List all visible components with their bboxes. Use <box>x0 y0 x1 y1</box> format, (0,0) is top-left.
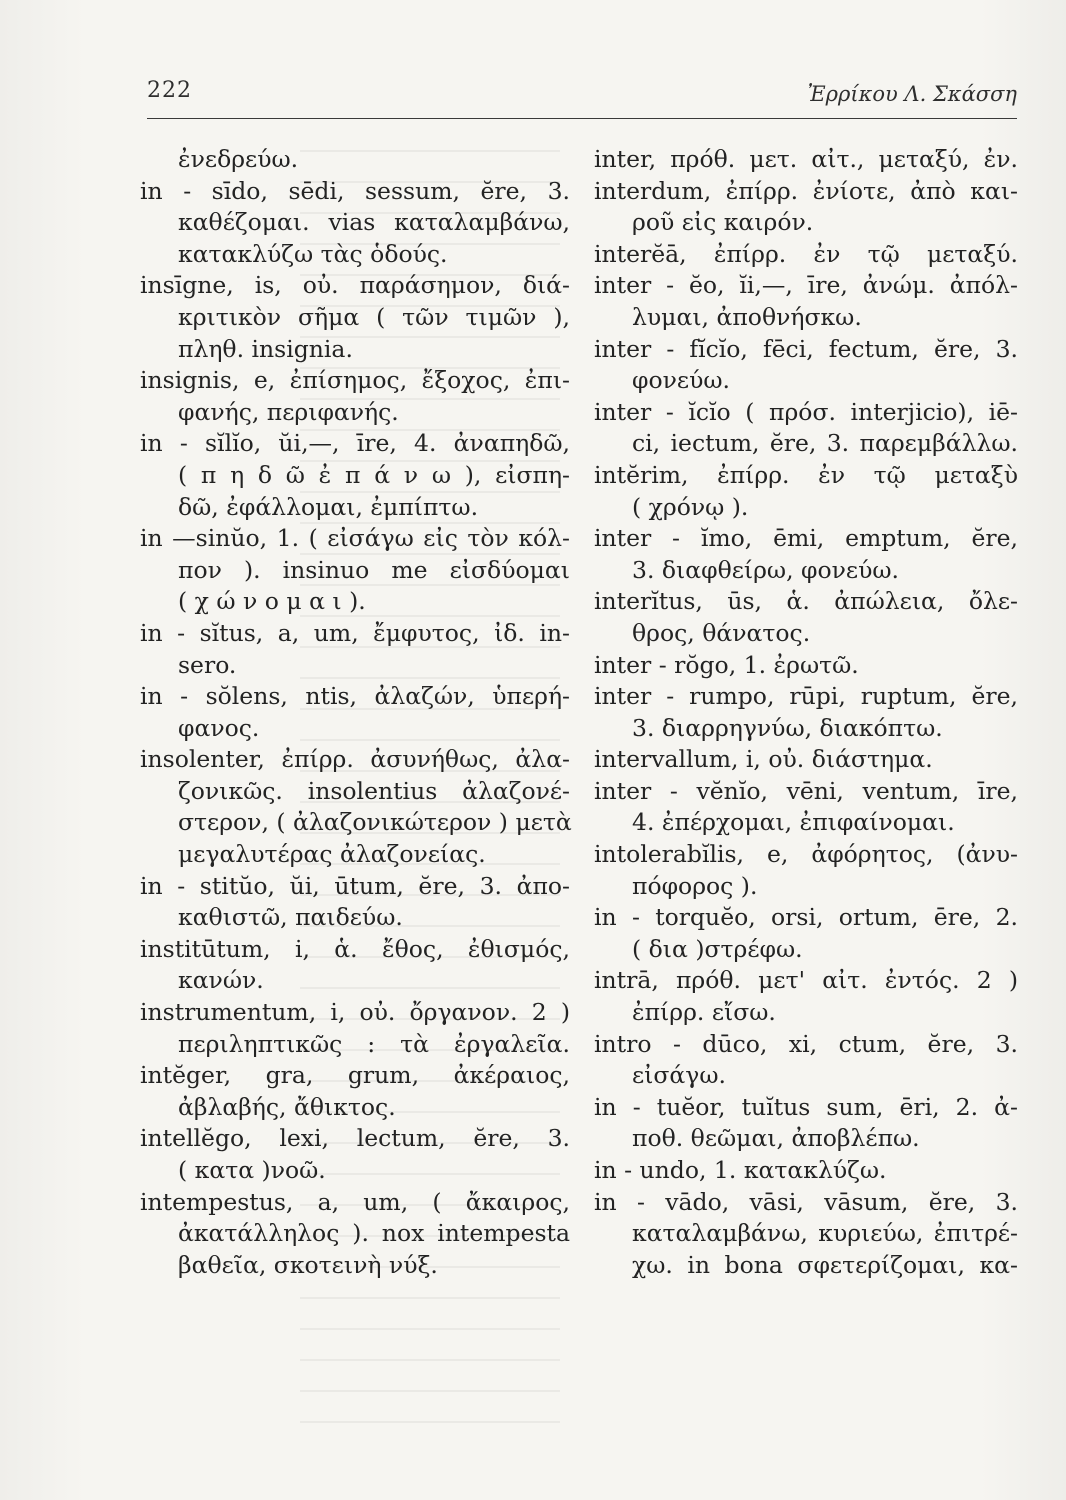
dictionary-line: intempestus, a, um, ( ἄκαιρος, <box>140 1187 570 1216</box>
dictionary-line: in - torquĕo, orsi, ortum, ēre, 2. <box>594 903 1018 932</box>
dictionary-line: in - sĭlĭo, ŭi,—, īre, 4. ἀναπηδῶ, <box>140 429 570 458</box>
dictionary-line: πον ). insinuo me εἰσδύομαι <box>178 555 570 584</box>
dictionary-line: interĕā, ἐπίρρ. ἐν τῷ μεταξύ. <box>594 239 1018 268</box>
dictionary-line: interdum, ἐπίρρ. ἐνίοτε, ἀπὸ και- <box>594 176 1018 205</box>
dictionary-line: καθιστῶ, παιδεύω. <box>178 903 403 932</box>
dictionary-line: in - sīdo, sēdi, sessum, ĕre, 3. <box>140 176 570 205</box>
dictionary-line: inter - ĭcĭo ( πρόσ. interjicio), iē- <box>594 397 1018 426</box>
dictionary-line: interĭtus, ūs, ἁ. ἀπώλεια, ὄλε- <box>594 587 1018 616</box>
dictionary-line: instrumentum, i, οὐ. ὄργανον. 2 ) <box>140 998 570 1027</box>
dictionary-line: intolerabĭlis, e, ἀφόρητος, (ἀνυ- <box>594 840 1018 869</box>
dictionary-line: intĕger, gra, grum, ἀκέραιος, <box>140 1061 570 1090</box>
dictionary-line: βαθεῖα, σκοτεινὴ νύξ. <box>178 1250 438 1279</box>
header-rule <box>147 118 1017 119</box>
left-column <box>140 144 570 1281</box>
dictionary-line: ἀβλαβής, ἄθικτος. <box>178 1092 396 1121</box>
dictionary-line: στερον, ( ἀλαζονικώτερον ) μετὰ <box>178 808 572 837</box>
dictionary-line: inter - vĕnĭo, vēni, ventum, īre, <box>594 776 1018 805</box>
dictionary-line: inter - ĕo, ĭi,—, īre, ἀνώμ. ἀπόλ- <box>594 271 1018 300</box>
dictionary-line: φονεύω. <box>632 366 730 395</box>
dictionary-line: in - undo, 1. κατακλύζω. <box>594 1156 887 1184</box>
dictionary-line: λυμαι, ἀποθνήσκω. <box>632 302 862 331</box>
dictionary-line: inter - ĭmo, ēmi, emptum, ĕre, <box>594 524 1018 553</box>
dictionary-line: χω. in bona σφετερίζομαι, κα- <box>632 1250 1018 1279</box>
dictionary-line: inter - rumpo, rūpi, ruptum, ĕre, <box>594 682 1018 711</box>
dictionary-line: in - tuĕor, tuĭtus sum, ēri, 2. ἀ- <box>594 1092 1018 1121</box>
dictionary-line: πόφορος ). <box>632 871 758 900</box>
dictionary-line: ζονικῶς. insolentius ἀλαζονέ- <box>178 776 570 805</box>
dictionary-line: intellĕgo, lexi, lectum, ĕre, 3. <box>140 1124 570 1153</box>
dictionary-line: περιληπτικῶς : τὰ ἐργαλεῖα. <box>178 1029 570 1058</box>
dictionary-line: insolenter, ἐπίρρ. ἀσυνήθως, ἀλα- <box>140 745 570 774</box>
dictionary-line: inter - rŏgo, 1. ἐρωτῶ. <box>594 650 859 679</box>
dictionary-line: in - stitŭo, ŭi, ūtum, ĕre, 3. ἀπο- <box>140 871 570 900</box>
dictionary-line: φανής, περιφανής. <box>178 397 399 426</box>
dictionary-line: 3. διαρρηγνύω, διακόπτω. <box>632 713 943 742</box>
dictionary-line: θρος, θάνατος. <box>632 618 811 647</box>
dictionary-line: in - vādo, vāsi, vāsum, ĕre, 3. <box>594 1187 1018 1216</box>
dictionary-line: intĕrim, ἐπίρρ. ἐν τῷ μεταξὺ <box>594 460 1018 489</box>
dictionary-line: ( δια )στρέφω. <box>632 934 803 963</box>
dictionary-line: intervallum, i, οὐ. διάστημα. <box>594 745 933 774</box>
page-number: 222 <box>147 78 192 103</box>
dictionary-line: in - sĭtus, a, um, ἔμφυτος, ἰδ. in- <box>140 618 570 647</box>
dictionary-line: insīgne, is, οὐ. παράσημον, διά- <box>140 271 570 300</box>
dictionary-line: ( χρόνῳ ). <box>632 492 749 521</box>
running-head: Ἐρρίκου Λ. Σκάσση <box>807 82 1017 106</box>
dictionary-line: κανών. <box>178 966 264 995</box>
dictionary-line: sero. <box>178 650 237 679</box>
dictionary-line: ἐπίρρ. εἴσω. <box>632 998 776 1027</box>
dictionary-line: ποθ. θεῶμαι, ἀποβλέπω. <box>632 1124 920 1153</box>
dictionary-line: inter - fĭcĭo, fēci, fectum, ĕre, 3. <box>594 334 1018 363</box>
dictionary-line: in —sinŭo, 1. ( εἰσάγω εἰς τὸν κόλ- <box>140 524 570 553</box>
dictionary-line: 4. ἐπέρχομαι, ἐπιφαίνομαι. <box>632 808 955 837</box>
dictionary-line: κριτικὸν σῆμα ( τῶν τιμῶν ), <box>178 302 570 331</box>
dictionary-line: ci, iectum, ĕre, 3. παρεμβάλλω. <box>632 429 1018 458</box>
dictionary-line: inter, πρόθ. μετ. αἰτ., μεταξύ, ἐν. <box>594 145 1018 173</box>
dictionary-line: intro - dūco, xi, ctum, ĕre, 3. <box>594 1029 1018 1058</box>
dictionary-line: ἐνεδρεύω. <box>178 145 299 173</box>
right-column <box>594 144 1018 1281</box>
dictionary-line: 3. διαφθείρω, φονεύω. <box>632 555 900 584</box>
dictionary-line: insignis, e, ἐπίσημος, ἔξοχος, ἐπι- <box>140 366 570 395</box>
dictionary-line: institūtum, i, ἁ. ἔθος, ἐθισμός, <box>140 934 570 963</box>
dictionary-line: in - sŏlens, ntis, ἀλαζών, ὑπερή- <box>140 682 570 711</box>
dictionary-line: intrā, πρόθ. μετ' αἰτ. ἐντός. 2 ) <box>594 966 1018 995</box>
dictionary-line: δῶ, ἐφάλλομαι, ἐμπίπτω. <box>178 492 479 521</box>
dictionary-line: κατακλύζω τὰς ὁδούς. <box>178 239 448 268</box>
dictionary-line: ( χ ώ ν ο μ α ι ). <box>178 587 366 616</box>
page-header <box>147 78 1017 118</box>
dictionary-line: πληθ. insignia. <box>178 334 353 363</box>
dictionary-line: ἀκατάλληλος ). nox intempesta <box>178 1219 570 1248</box>
dictionary-line: ροῦ εἰς καιρόν. <box>632 208 814 237</box>
dictionary-line: εἰσάγω. <box>632 1061 726 1090</box>
dictionary-line: καταλαμβάνω, κυριεύω, ἐπιτρέ- <box>632 1219 1018 1248</box>
dictionary-line: καθέζομαι. vias καταλαμβάνω, <box>178 208 570 237</box>
dictionary-line: ( π η δ ῶ ἐ π ά ν ω ), εἰσπη- <box>178 460 570 489</box>
dictionary-line: μεγαλυτέρας ἀλαζονείας. <box>178 840 486 869</box>
dictionary-line: φανος. <box>178 713 260 742</box>
dictionary-line: ( κατα )νοῶ. <box>178 1156 326 1184</box>
